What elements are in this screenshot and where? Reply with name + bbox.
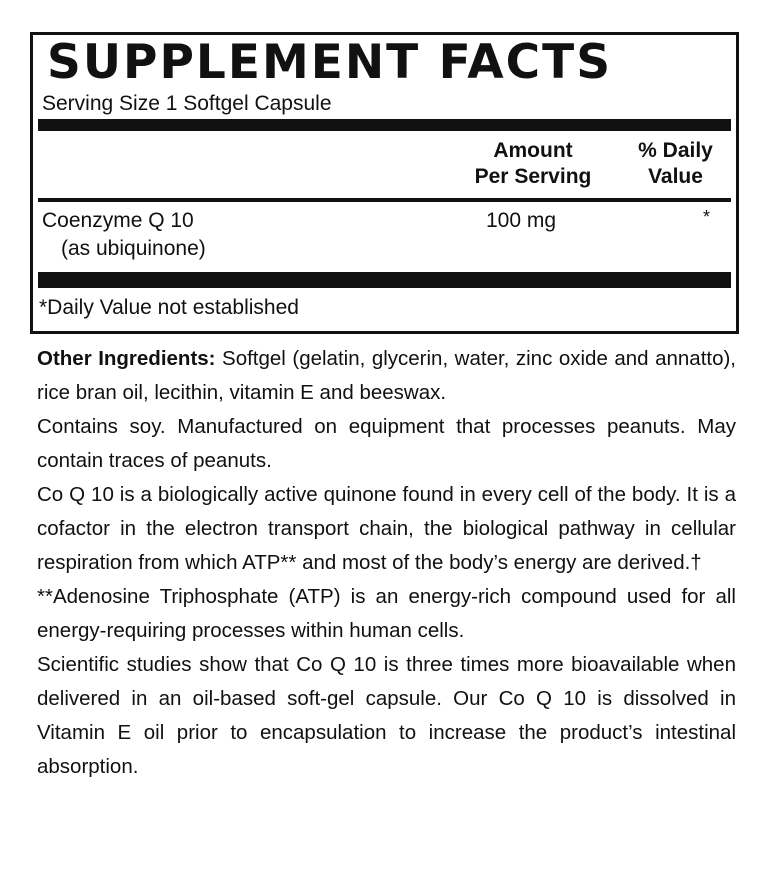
- thick-divider-bottom: [38, 272, 731, 288]
- amount-header-line1: Amount: [493, 139, 573, 162]
- description-paragraph: Co Q 10 is a biologically active quinone found in every cell of the body. It is a cofactor in the electron transport chain, the biological pathway in cellular respiration from which ATP** and most of the body’s energy are derived.†: [37, 483, 736, 574]
- nutrient-source: (as ubiquinone): [61, 237, 206, 260]
- serving-size: Serving Size 1 Softgel Capsule: [42, 92, 332, 115]
- dv-header-line2: Value: [648, 165, 703, 188]
- nutrient-name: Coenzyme Q 10: [42, 209, 194, 232]
- daily-value-footnote: *Daily Value not established: [39, 296, 299, 319]
- studies-paragraph: Scientific studies show that Co Q 10 is three times more bioavailable when delivered in an oil-based soft-gel capsule. Our Co Q 10 is dissolved in Vitamin E oil prior to encapsulation to increase the product’s intestinal absorption.: [37, 653, 736, 778]
- amount-header-line2: Per Serving: [474, 165, 592, 188]
- atp-note-paragraph: **Adenosine Triphosphate (ATP) is an energy-rich compound used for all energy-requiring processes within human cells.: [37, 585, 736, 642]
- other-ingredients-text: Softgel (gelatin, glycerin, water, zinc oxide and annatto), rice bran oil, lecithin, vitamin E and beeswax.: [37, 347, 737, 404]
- other-ingredients-label: Other Ingredients:: [37, 347, 216, 370]
- thin-divider: [38, 198, 731, 202]
- other-ingredients-paragraph: [37, 342, 736, 410]
- label-body-text: [37, 342, 736, 784]
- dv-header-line1: % Daily: [638, 139, 713, 162]
- supplement-facts-panel: [30, 32, 739, 334]
- daily-value-header: [618, 138, 733, 190]
- thick-divider-top: [38, 119, 731, 131]
- facts-title: SUPPLEMENT FACTS: [47, 35, 613, 90]
- amount-per-serving-header: [453, 138, 613, 190]
- nutrient-amount: 100 mg: [486, 209, 557, 232]
- nutrient-daily-value: *: [703, 207, 711, 227]
- allergen-paragraph: Contains soy. Manufactured on equipment that processes peanuts. May contain traces of peanuts.: [37, 415, 736, 472]
